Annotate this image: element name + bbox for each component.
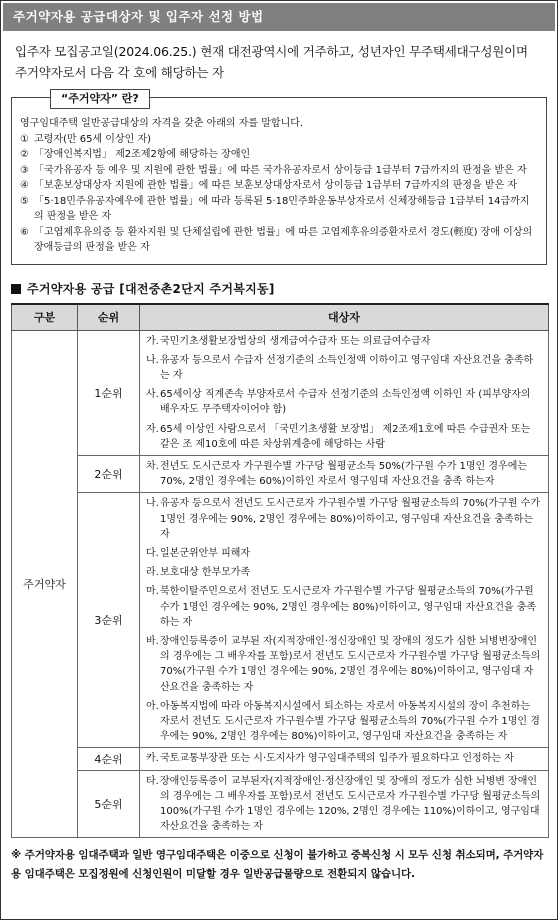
black-square-icon — [11, 284, 21, 294]
target-item — [146, 496, 542, 542]
target-item-marker: 사. — [146, 389, 159, 401]
target-item — [146, 334, 542, 349]
definition-item — [20, 194, 538, 225]
definition-item-number: ③ — [20, 164, 29, 176]
definition-item-number: ① — [20, 133, 29, 145]
target-item-marker: 카. — [146, 753, 159, 765]
definition-item-text: 「국가유공자 등 예우 및 지원에 관한 법률」에 따른 국가유공자로서 상이등급 1급부터 7급까지의 판정을 받은 자 — [34, 164, 527, 176]
target-item — [146, 459, 542, 489]
target-item-text: 국민기초생활보장법상의 생계급여수급자 또는 의료급여수급자 — [160, 335, 431, 347]
supply-section-title — [11, 280, 547, 297]
eligibility-table — [11, 303, 549, 839]
target-item-marker: 라. — [146, 567, 159, 579]
target-item — [146, 353, 542, 383]
target-item — [146, 634, 542, 695]
target-item-text: 장애인등록증이 교부된 자(지적장애인·정신장애인 및 장애의 정도가 심한 뇌병변장애인의 경우에는 그 배우자를 포함)로서 전년도 도시근로자 가구원수별 가구당 월평균소득의 70%(가구원 수가 1명인 경우에는 90%, 2명인 경우에는 80%)이하이고, 영구임대 자산요건을 충족하는 자 — [160, 635, 541, 693]
definition-item-number: ⑥ — [20, 226, 29, 238]
definition-box — [11, 92, 547, 265]
target-item — [146, 584, 542, 630]
target-item-text: 국토교통부장관 또는 시·도지사가 영구임대주택의 입주가 필요하다고 인정하는 자 — [160, 753, 514, 765]
definition-item-text: 「고엽제후유의증 등 환자지원 및 단체설립에 관한 법률」에 따른 고엽제후유의증환자로서 경도(輕度) 장애 이상의 장애등급의 판정을 받은 자 — [34, 226, 533, 253]
gubun-cell: 주거약자 — [12, 330, 78, 838]
definition-item-text: 「장애인복지법」 제2조제2항에 해당하는 장애인 — [34, 149, 251, 160]
definition-item-text: 고령자(만 65세 이상인 자) — [34, 133, 152, 145]
table-row — [12, 748, 549, 770]
target-item-text: 65세 이상인 사람으로서 「국민기초생활 보장법」 제2조제1호에 따른 수급권자 또는 같은 조 제10호에 따른 차상위계층에 해당하는 사람 — [160, 423, 531, 450]
target-cell — [140, 748, 549, 770]
target-item — [146, 546, 542, 561]
target-item-marker: 가. — [146, 335, 159, 347]
section-header: 주거약자용 공급대상자 및 입주자 선정 방법 — [3, 3, 555, 31]
definition-item-text: 「보훈보상대상자 지원에 관한 법률」에 따른 보훈보상대상자로서 상이등급 1급부터 7급까지의 판정을 받은 자 — [34, 180, 518, 191]
intro-paragraph: 입주자 모집공고일(2024.06.25.) 현재 대전광역시에 거주하고, 성년자인 무주택세대구성원이며 주거약자로서 다음 각 호에 해당하는 자 — [15, 44, 528, 80]
target-item-marker: 자. — [146, 423, 159, 435]
target-item-marker: 나. — [146, 498, 159, 510]
table-row — [12, 455, 549, 492]
target-item-text: 아동복지법에 따라 아동복지시설에서 퇴소하는 자로서 아동복지시설의 장이 추천하는 자로서 전년도 도시근로자 가구원수별 가구당 월평균소득의 70%(가구원 수가 1명인 경우에는 90%, 2명인 경우에는 80%)이하이고, 영구임대 자산요건을 충족하는 자 — [160, 700, 540, 743]
target-item — [146, 774, 542, 835]
definition-list — [20, 132, 538, 256]
target-item-text: 보호대상 한부모가족 — [160, 567, 251, 579]
target-item-text: 북한이탈주민으로서 전년도 도시근로자 가구원수별 가구당 월평균소득의 70%(가구원 수가 1명인 경우에는 90%, 2명인 경우에는 80%)이하이고, 영구임대 자산요건을 충족하는 자 — [160, 586, 537, 628]
definition-item-text: 「5·18민주유공자예우에 관한 법률」에 따라 등록된 5·18민주화운동부상자로서 신체장해등급 1급부터 14급까지의 판정을 받은 자 — [34, 195, 530, 222]
target-cell — [140, 455, 549, 492]
target-item-marker: 나. — [146, 354, 159, 366]
definition-item-number: ⑤ — [20, 195, 29, 207]
rank-cell: 3순위 — [78, 493, 140, 748]
table-row — [12, 493, 549, 748]
target-item — [146, 422, 542, 452]
table-row — [12, 330, 549, 455]
supply-section-title-text: 주거약자용 공급 [대전중촌2단지 주거복지동] — [27, 281, 275, 296]
definition-tag: “주거약자” 란? — [50, 89, 150, 109]
target-item-marker: 차. — [146, 460, 159, 472]
definition-item — [20, 132, 538, 148]
target-item-text: 전년도 도시근로자 가구원수별 가구당 월평균소득 50%(가구원 수가 1명인 경우에는 70%, 2명인 경우에는 60%)이하인 자로서 영구임대 자산요건을 충족 하는자 — [160, 460, 528, 488]
target-item-marker: 타. — [146, 775, 159, 787]
definition-item-number: ② — [20, 149, 29, 160]
target-item-text: 일본군위안부 피해자 — [160, 547, 251, 559]
rank-cell: 1순위 — [78, 330, 140, 455]
target-cell — [140, 493, 549, 748]
target-item-marker: 아. — [146, 700, 159, 712]
target-item — [146, 565, 542, 580]
target-cell — [140, 770, 549, 838]
table-row — [12, 770, 549, 838]
definition-item — [20, 163, 538, 179]
target-item-text: 장애인등록증이 교부된자(지적장애인·정신장애인 및 장애의 정도가 심한 뇌병변 장애인의 경우에는 그 배우자를 포함)로서 전년도 도시근로자 가구원수별 가구당 월평균소득의 100%(가구원 수가 1명인 경우에는 120%, 2명인 경우에는 110%)이하이고, 영구임대 자산요건을 충족하는 자 — [160, 775, 541, 833]
header-rank: 순위 — [78, 304, 140, 331]
target-item — [146, 699, 542, 745]
target-item-text: 65세이상 직계존속 부양자로서 수급자 선정기준의 소득인정액 이하인 자 (피부양자의 배우자도 무주택자이어야 함) — [160, 389, 531, 416]
header-target: 대상자 — [140, 304, 549, 331]
definition-lead: 영구임대주택 일반공급대상의 자격을 갖춘 아래의 자를 말합니다. — [20, 118, 304, 129]
definition-item-number: ④ — [20, 180, 29, 191]
rank-cell: 2순위 — [78, 455, 140, 492]
target-item — [146, 387, 542, 417]
definition-item — [20, 225, 538, 256]
rank-cell: 5순위 — [78, 770, 140, 838]
target-item-marker: 다. — [146, 547, 159, 559]
target-item-marker: 바. — [146, 635, 159, 647]
definition-item — [20, 178, 538, 194]
rank-cell: 4순위 — [78, 748, 140, 770]
footer-note: ※ 주거약자용 임대주택과 일반 영구임대주택은 이중으로 신청이 불가하고 중복신청 시 모두 신청 취소되며, 주거약자용 임대주택은 모집정원에 신청인원이 미달할 경우 일반공급물량으로 전환되지 않습니다. — [11, 849, 544, 881]
target-item-marker: 마. — [146, 586, 159, 598]
target-item-text: 유공자 등으로서 수급자 선정기준의 소득인정액 이하이고 영구임대 자산요건을 충족하는 자 — [160, 354, 534, 381]
header-gubun: 구분 — [12, 304, 78, 331]
target-item — [146, 751, 542, 766]
definition-item — [20, 147, 538, 163]
target-item-text: 유공자 등으로서 전년도 도시근로자 가구원수별 가구당 월평균소득의 70%(가구원 수가 1명인 경우에는 90%, 2명인 경우에는 80%)이하이고, 영구임대 자산요건을 충족하는 자 — [160, 498, 540, 540]
table-header-row — [12, 304, 549, 331]
target-cell — [140, 330, 549, 455]
